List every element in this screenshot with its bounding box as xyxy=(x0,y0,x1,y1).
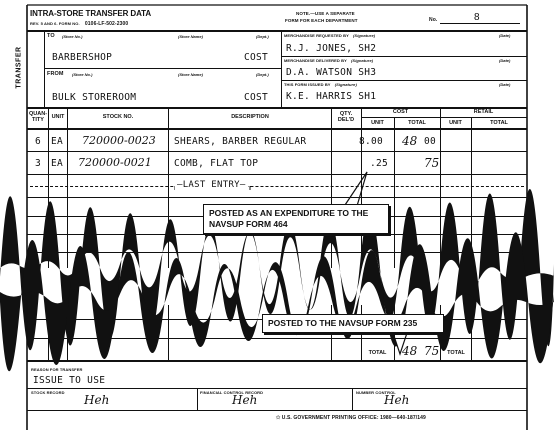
requested-signature-hint: (Signature) xyxy=(353,33,376,38)
col-description: DESCRIPTION xyxy=(231,114,269,120)
received-by-name: K.E. HARRIS SH1 xyxy=(286,91,377,102)
initials-number-control: Heh xyxy=(384,393,410,407)
row-unit-cost: 8.00 xyxy=(359,136,384,147)
delivered-by-caption: MERCHANDISE DELIVERED BY xyxy=(284,58,347,63)
number-control-label: NUMBER CONTROL xyxy=(356,390,396,395)
last-entry-text: LAST ENTRY xyxy=(182,180,240,190)
received-signature-hint: (Signature) xyxy=(334,82,357,87)
stock-record-label: STOCK RECORD xyxy=(31,390,65,395)
requested-by-name: R.J. JONES, SH2 xyxy=(286,43,377,54)
received-by-label xyxy=(284,82,357,87)
last-entry-line xyxy=(30,186,524,187)
initials-financial: Heh xyxy=(232,393,258,407)
row-description: COMB, FLAT TOP xyxy=(174,158,259,169)
to-store-name-hint: (Store Name) xyxy=(178,34,203,39)
row-total-cents: 00 xyxy=(424,136,437,147)
to-dept: COST xyxy=(244,52,269,63)
delivered-by-label xyxy=(284,58,373,63)
note-line-2: FORM FOR EACH DEPARTMENT xyxy=(285,18,358,23)
from-dept-hint: (Dept.) xyxy=(256,72,269,77)
grand-total-dollars: 48 xyxy=(402,344,418,358)
col-cost: COST xyxy=(392,109,409,115)
col-retail-total: TOTAL xyxy=(490,120,508,126)
col-cost-total: TOTAL xyxy=(408,120,426,126)
rev-label: REV. 5 AND 6. FORM NO. xyxy=(30,21,80,26)
col-cost-unit: UNIT xyxy=(371,120,384,126)
callout-posted xyxy=(262,314,444,333)
form-rev-line xyxy=(30,21,128,27)
col-retail: RETAIL xyxy=(473,109,494,115)
from-store-name: BULK STOREROOM xyxy=(52,92,137,103)
total-label-cost: TOTAL xyxy=(368,350,387,356)
col-unit: UNIT xyxy=(51,114,65,120)
total-label-retail: TOTAL xyxy=(447,350,465,356)
initials-stock-record: Heh xyxy=(84,393,110,407)
row-unit: EA xyxy=(51,158,64,169)
requested-by-label xyxy=(284,33,375,38)
to-store-name: BARBERSHOP xyxy=(52,52,113,63)
form-title: INTRA-STORE TRANSFER DATA xyxy=(30,9,152,18)
gpo-line: ✩ U.S. GOVERNMENT PRINTING OFFICE: 1980—640-187/149 xyxy=(276,415,426,421)
form-code: 0106-LF-502-2300 xyxy=(84,21,129,27)
requested-date-hint: (Date) xyxy=(499,33,511,38)
row-qty: 6 xyxy=(35,136,42,147)
delivered-by-name: D.A. WATSON SH3 xyxy=(286,67,377,78)
note-line-1: NOTE.—USE A SEPARATE xyxy=(296,11,355,16)
received-by-caption: THIS FORM ISSUED BY xyxy=(284,82,331,87)
form-number-value: 8 xyxy=(474,12,480,23)
financial-control-label: FINANCIAL CONTROL RECORD xyxy=(200,390,264,395)
grand-total-cents: 75 xyxy=(424,344,440,358)
col-stock-no: STOCK NO. xyxy=(102,114,134,120)
last-entry-label: —LAST ENTRY— xyxy=(177,180,246,190)
col-retail-unit: UNIT xyxy=(449,120,462,126)
reason-label: REASON FOR TRANSFER xyxy=(31,367,83,372)
row-description: SHEARS, BARBER REGULAR xyxy=(174,136,307,147)
row-unit: EA xyxy=(51,136,64,147)
row-total-dollars: 48 xyxy=(402,134,418,148)
col-qty-del: QTY. DEL'D xyxy=(337,111,355,123)
callout-expenditure xyxy=(203,204,389,234)
delivered-signature-hint: (Signature) xyxy=(351,58,374,63)
callout-posted-text: POSTED TO THE NAVSUP FORM 235 xyxy=(268,318,418,328)
row-unit-cost: .25 xyxy=(370,158,389,169)
col-quantity: QUAN-TITY xyxy=(29,111,48,123)
from-label: FROM xyxy=(47,71,64,77)
row-qty: 3 xyxy=(35,158,42,169)
transfer-side-label: TRANSFER xyxy=(15,46,23,89)
to-label: TO xyxy=(47,33,55,39)
row-stock-no: 720000-0021 xyxy=(78,156,152,169)
callout-pointer-expenditure xyxy=(345,172,367,206)
delivered-date-hint: (Date) xyxy=(499,58,511,63)
reason-value: ISSUE TO USE xyxy=(33,375,106,386)
from-dept: COST xyxy=(244,92,269,103)
from-store-name-hint: (Store Name) xyxy=(178,72,203,77)
from-store-no-hint: (Store No.) xyxy=(72,72,93,77)
row-total-cents: 75 xyxy=(424,156,440,170)
received-date-hint: (Date) xyxy=(499,82,511,87)
to-store-no-hint: (Store No.) xyxy=(62,34,83,39)
callout-expenditure-text: POSTED AS AN EXPENDITURE TO THE NAVSUP FORM 464 xyxy=(209,208,369,229)
requested-by-caption: MERCHANDISE REQUESTED BY xyxy=(284,33,349,38)
form-number-label: No. xyxy=(429,17,438,23)
row-stock-no: 720000-0023 xyxy=(82,134,156,147)
to-dept-hint: (Dept.) xyxy=(256,34,269,39)
